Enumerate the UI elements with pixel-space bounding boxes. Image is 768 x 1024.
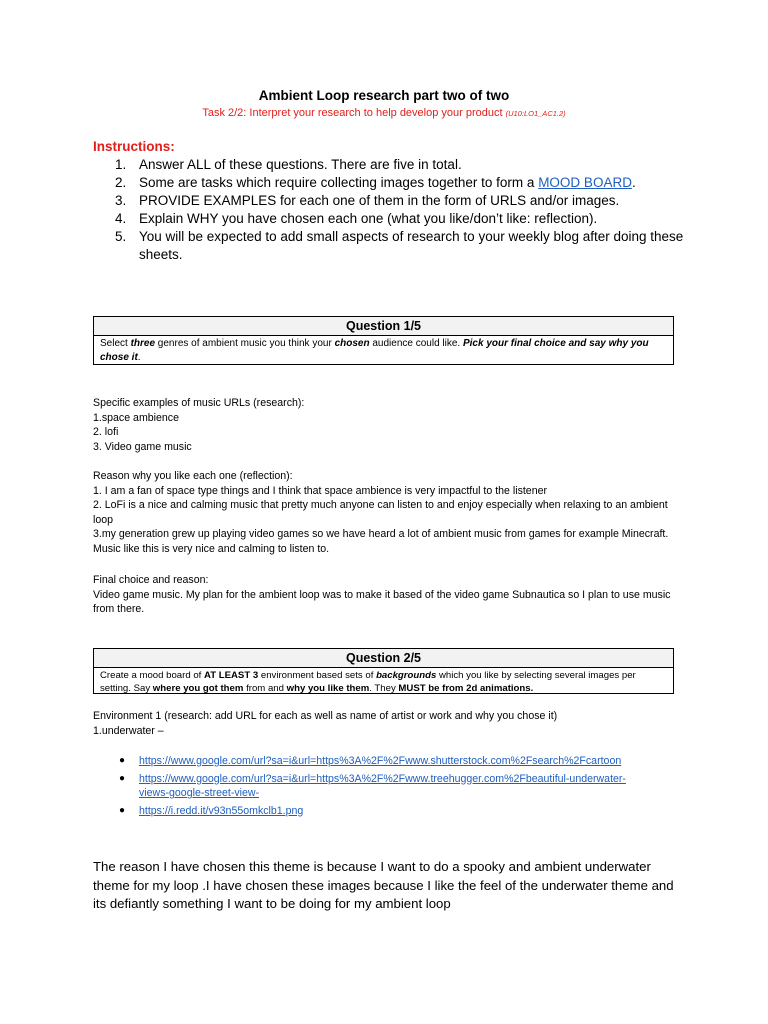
- examples-heading: Specific examples of music URLs (research):: [93, 397, 305, 409]
- task-subtitle-text: Task 2/2: Interpret your research to help develop your product: [202, 107, 503, 119]
- instruction-item: [93, 156, 693, 174]
- instruction-text: Explain WHY you have chosen each one (what you like/don’t like: reflection).: [139, 211, 598, 226]
- prompt-emphasis: chosen: [334, 338, 370, 349]
- instruction-number: 4.: [115, 211, 127, 226]
- instruction-text: Answer ALL of these questions. There are five in total.: [139, 157, 462, 172]
- list-item: [119, 754, 679, 769]
- task-subtitle: [0, 107, 768, 119]
- prompt-text: Create a mood board of: [100, 670, 204, 681]
- reason-item: 2. LoFi is a nice and calming music that pretty much anyone can listen to and enjoy especially when relaxing to an ambient loop: [93, 499, 668, 526]
- bullet-icon: ●: [119, 804, 126, 816]
- reason-item: 3.my generation grew up playing video games so we have heard a lot of ambient music from games for example Minecraft. Music like this is very nice and calming to listen to.: [93, 528, 669, 555]
- final-heading: Final choice and reason:: [93, 574, 209, 586]
- list-item: [119, 804, 679, 819]
- prompt-emphasis: where you got them: [152, 683, 244, 694]
- prompt-text: Select: [100, 338, 131, 349]
- question-1-heading: Question 1/5: [94, 317, 673, 336]
- instruction-number: 2.: [115, 175, 127, 190]
- prompt-text: which you like by selecting several images per setting. Say: [100, 670, 636, 694]
- final-text: Video game music. My plan for the ambient loop was to make it based of the video game Subnautica so I plan to use music from there.: [93, 588, 671, 616]
- instruction-number: 3.: [115, 193, 127, 208]
- environment-subheading: 1.underwater –: [93, 724, 164, 737]
- question-1-box: [93, 316, 674, 365]
- question-2-heading: Question 2/5: [94, 649, 673, 668]
- instruction-item: [93, 192, 693, 210]
- prompt-text: .: [137, 352, 141, 363]
- question-1-prompt: [94, 336, 673, 367]
- examples-section: [93, 396, 683, 454]
- url-link[interactable]: https://i.redd.it/v93n55omkclb1.png: [139, 804, 304, 817]
- page-title: Ambient Loop research part two of two: [258, 88, 510, 103]
- closing-paragraph: The reason I have chosen this theme is because I want to do a spooky and ambient underwater theme for my loop .I have chosen these images because I like the feel of the underwater theme and its defiantly something I want to be doing for my ambient loop: [93, 859, 674, 911]
- environment-heading: Environment 1 (research: add URL for each as well as name of artist or work and why you chose it): [93, 710, 558, 722]
- example-item: 3. Video game music: [93, 440, 192, 453]
- task-code: (U10:LO1_AC1.2): [505, 109, 566, 118]
- instruction-number: 1.: [115, 157, 127, 172]
- example-item: 2. lofi: [93, 426, 119, 439]
- list-item: [119, 772, 679, 801]
- prompt-text: from and: [243, 683, 287, 694]
- instructions-heading: Instructions:: [93, 139, 175, 154]
- prompt-text: genres of ambient music you think your: [155, 338, 335, 349]
- mood-board-link[interactable]: MOOD BOARD: [538, 175, 632, 190]
- instruction-text: PROVIDE EXAMPLES for each one of them in the form of URLS and/or images.: [139, 193, 620, 208]
- prompt-emphasis: why you like them: [286, 683, 370, 694]
- prompt-text: . They: [369, 683, 399, 694]
- instruction-item: [93, 174, 693, 192]
- prompt-text: audience could like.: [369, 338, 463, 349]
- instruction-item: [93, 228, 693, 264]
- instruction-text: You will be expected to add small aspects of research to your weekly blog after doing these sheets.: [139, 229, 684, 262]
- url-link[interactable]: https://www.google.com/url?sa=i&url=https%3A%2F%2Fwww.treehugger.com%2Fbeautiful-underwater-views-google-street-view-: [139, 772, 626, 800]
- instruction-text: Some are tasks which require collecting images together to form a: [139, 175, 539, 190]
- prompt-emphasis: backgrounds: [376, 670, 437, 681]
- instruction-text-end: .: [631, 175, 636, 190]
- bullet-icon: ●: [119, 755, 126, 766]
- instruction-number: 5.: [115, 229, 127, 244]
- url-link[interactable]: https://www.google.com/url?sa=i&url=https%3A%2F%2Fwww.shutterstock.com%2Fsearch%2Fcartoon: [139, 755, 622, 767]
- instructions-list: [93, 156, 693, 264]
- question-2-box: [93, 648, 674, 694]
- reasons-section: [93, 469, 683, 557]
- instruction-item: [93, 210, 693, 228]
- prompt-emphasis: Pick your final choice and say why you chose it: [100, 338, 649, 363]
- environment-section: [93, 709, 683, 738]
- reason-item: 1. I am a fan of space type things and I think that space ambience is very impactful to the listener: [93, 484, 548, 497]
- prompt-emphasis: MUST be from 2d animations.: [398, 683, 534, 694]
- final-choice-section: [93, 573, 683, 617]
- bullet-icon: ●: [119, 772, 126, 784]
- question-2-prompt: [94, 668, 673, 697]
- environment-links: [119, 754, 679, 818]
- prompt-emphasis: three: [130, 338, 156, 349]
- example-item: 1.space ambience: [93, 411, 179, 424]
- prompt-emphasis: AT LEAST 3: [204, 670, 259, 681]
- reasons-heading: Reason why you like each one (reflection):: [93, 470, 293, 482]
- prompt-text: environment based sets of: [258, 670, 377, 681]
